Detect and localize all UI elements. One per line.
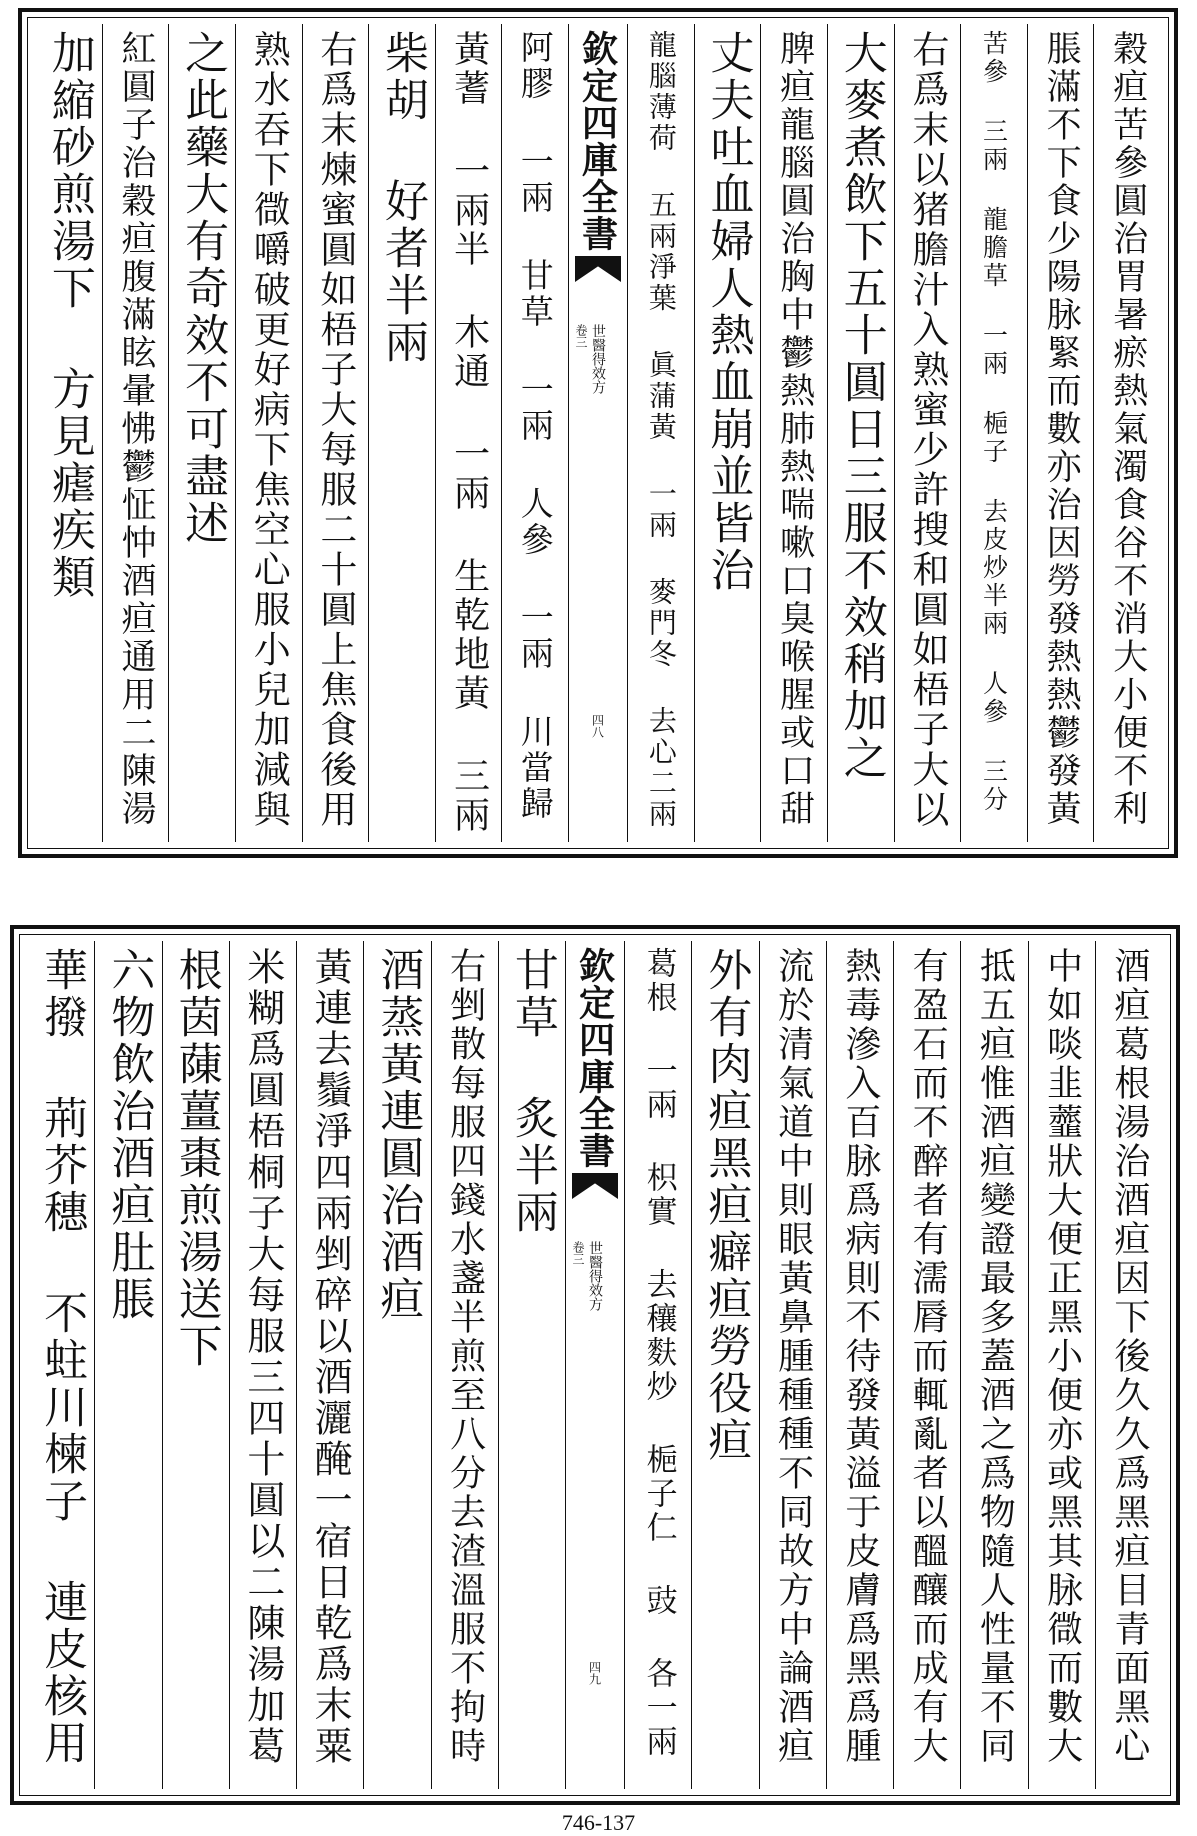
text-column: 根茵蔯薑棗煎湯送下 xyxy=(162,941,229,1789)
text-column: 六物飲治酒疸肚脹 xyxy=(94,941,161,1789)
text-column: 華撥 荊芥穗 不蛀川楝子 連皮核用 xyxy=(36,947,88,1767)
text-column: 抵五疸惟酒疸變證最多蓋酒之爲物隨人性量不同 xyxy=(960,941,1027,1789)
text-column: 苦參 三兩 龍膽草 一兩 梔子 去皮炒半兩 人參 三分 xyxy=(960,24,1027,842)
lower-page xyxy=(10,925,1180,1805)
band-book-title: 世醫得效方 xyxy=(590,324,606,394)
text-column: 有盈石而不醉者有濡脣而輒亂者以醞釀而成有大 xyxy=(893,941,960,1789)
text-column: 中如啖韭虀狀大便正黑小便亦或黑其脉㣲而數大 xyxy=(1028,941,1095,1789)
text-column: 黃連去鬚淨四兩剉碎以酒灑醃一宿日乾爲末粟 xyxy=(296,941,363,1789)
text-column: 丈夫吐血婦人熱血崩並皆治 xyxy=(694,24,761,842)
text-column: 脾疸龍腦圓治胸中鬱熱肺熱喘嗽口臭喉腥或口甜 xyxy=(760,24,827,842)
center-band xyxy=(565,941,624,1789)
upper-columns xyxy=(36,24,1160,842)
text-column: 脹滿不下食少陽脉緊而數亦治因勞發熱熱鬱發黃 xyxy=(1027,24,1094,842)
fish-tail-mark xyxy=(572,1173,618,1199)
text-column: 米糊爲圓梧桐子大每服三四十圓以二陳湯加葛 xyxy=(229,941,296,1789)
text-column: 右剉散每服四錢水盞半煎至八分去渣溫服不拘時 xyxy=(431,941,498,1789)
band-title: 欽定四庫全書 xyxy=(576,30,619,252)
text-column: 龍腦薄荷 五兩淨葉 眞蒲黃 一兩 麥門冬 去心二兩 xyxy=(627,24,694,842)
text-column: 葛根 一兩 枳實 去穰麩炒 梔子仁 豉 各一兩 xyxy=(624,941,691,1789)
text-column: 大麥煮飲下五十圓日三服不效稍加之 xyxy=(827,24,894,842)
text-column: 流於清氣道中則眼黃鼻腫種種不同故方中論酒疸 xyxy=(759,941,826,1789)
center-band xyxy=(568,24,627,842)
text-column: 紅圓子治穀疸腹滿眩暈怫鬱怔忡酒疸通用二陳湯 xyxy=(102,24,169,842)
text-column: 之此藥大有奇效不可盡述 xyxy=(168,24,235,842)
upper-page xyxy=(18,8,1178,858)
text-column: 黃蓍 一兩半 木通 一兩 生乾地黃 三兩 xyxy=(435,24,502,842)
text-column: 外有肉疸黑疸癖疸勞役疸 xyxy=(691,941,758,1789)
fish-tail-mark xyxy=(575,256,621,282)
text-column: 酒疸葛根湯治酒疸因下後久久爲黑疸目青面黑心 xyxy=(1095,941,1162,1789)
band-page-number: 四九 xyxy=(587,1661,602,1685)
band-book-title: 世醫得效方 xyxy=(587,1241,603,1311)
text-column: 右爲末以猪膽汁入熟蜜少許搜和圓如梧子大以 xyxy=(894,24,961,842)
text-column: 阿膠 一兩 甘草 一兩 人參 一兩 川當歸 xyxy=(501,24,568,842)
text-column: 熟水吞下㣲嚼破更好病下焦空心服小兒加減與 xyxy=(235,24,302,842)
text-column: 右爲末煉蜜圓如梧子大每服二十圓上焦食後用 xyxy=(302,24,369,842)
text-column: 酒蒸黃連圓治酒疸 xyxy=(363,941,430,1789)
lower-columns xyxy=(28,941,1162,1789)
text-column: 熱毒滲入百脉爲病則不待發黃溢于皮膚爲黑爲腫 xyxy=(826,941,893,1789)
text-column: 穀疸苦參圓治胃暑瘀熱氣濁食谷不消大小便不利 xyxy=(1093,24,1160,842)
text-column: 柴胡 好者半兩 xyxy=(368,24,435,842)
page-footer-number: 746-137 xyxy=(561,1810,636,1835)
band-volume: 卷三 xyxy=(574,324,588,348)
band-title: 欽定四庫全書 xyxy=(573,947,616,1169)
text-column: 加縮砂煎湯下 方見瘧疾類 xyxy=(43,30,95,601)
band-volume: 卷三 xyxy=(571,1241,585,1265)
band-page-number: 四八 xyxy=(590,714,605,738)
text-column: 甘草 炙半兩 xyxy=(498,941,565,1789)
